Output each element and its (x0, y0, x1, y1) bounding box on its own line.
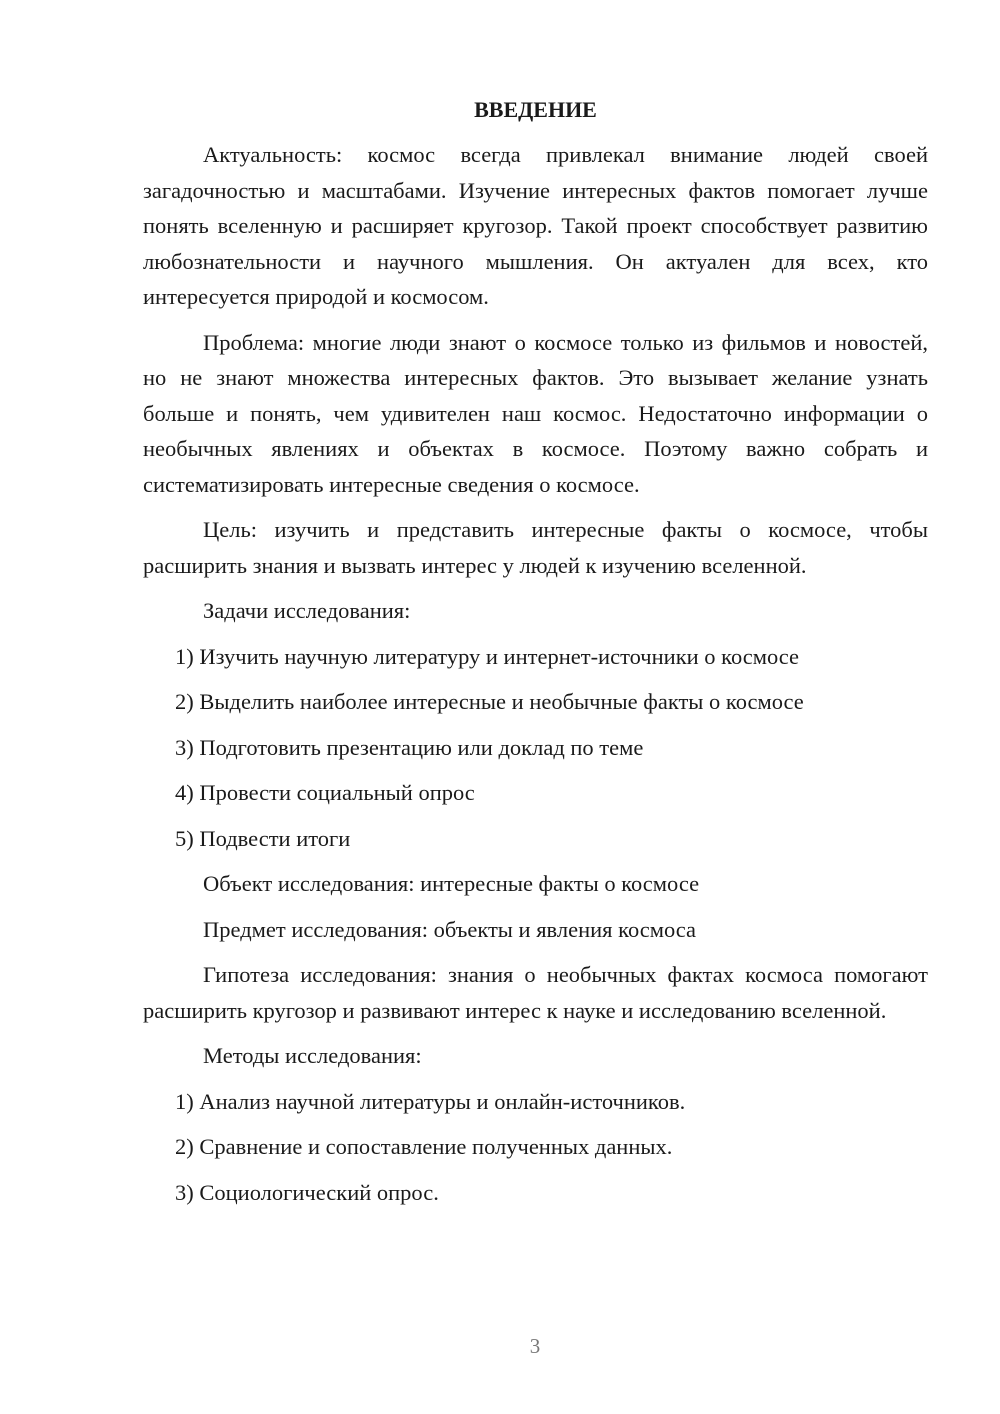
relevance-paragraph: Актуальность: космос всегда привлекал внимание людей своей загадочностью и масштабами. Изучение интересных фактов помогает лучше понять вселенную и расширяет кругозор. Такой проект способствует развитию любознательности и научного мышления. Он актуален для всех, кто интересуется природой и космосом. (143, 142, 928, 309)
task-item: 3) Подготовить презентацию или доклад по теме (175, 734, 644, 760)
problem-paragraph: Проблема: многие люди знают о космосе только из фильмов и новостей, но не знают множества интересных фактов. Это вызывает желание узнать больше и понять, чем удивителен наш космос. Недостаточно информации о необычных явлениях и объектах в космосе. Поэтому важно собрать и систематизировать интересные сведения о космосе. (143, 329, 928, 497)
object-line: Объект исследования: интересные факты о космосе (203, 871, 700, 896)
task-item: 4) Провести социальный опрос (175, 780, 475, 805)
task-item: 1) Изучить научную литературу и интернет-источники о космосе (175, 643, 800, 669)
document-page (143, 92, 928, 1220)
tasks-heading: Задачи исследования: (203, 598, 411, 623)
subject-line: Предмет исследования: объекты и явления космоса (203, 916, 697, 942)
section-title: ВВЕДЕНИЕ (474, 97, 597, 122)
task-item: 5) Подвести итоги (175, 825, 351, 851)
method-item: 1) Анализ научной литературы и онлайн-источников. (175, 1088, 686, 1114)
hypothesis-paragraph: Гипотеза исследования: знания о необычных фактах космоса помогают расширить кругозор и развивают интерес к науке и исследованию вселенной. (143, 962, 928, 1023)
method-item: 3) Социологический опрос. (175, 1179, 439, 1205)
method-item: 2) Сравнение и сопоставление полученных данных. (175, 1134, 673, 1159)
methods-heading: Методы исследования: (203, 1043, 422, 1068)
goal-paragraph: Цель: изучить и представить интересные факты о космосе, чтобы расширить знания и вызвать интерес у людей к изучению вселенной. (143, 517, 928, 578)
task-item: 2) Выделить наиболее интересные и необычные факты о космосе (175, 689, 804, 714)
page-number: 3 (529, 1334, 541, 1358)
